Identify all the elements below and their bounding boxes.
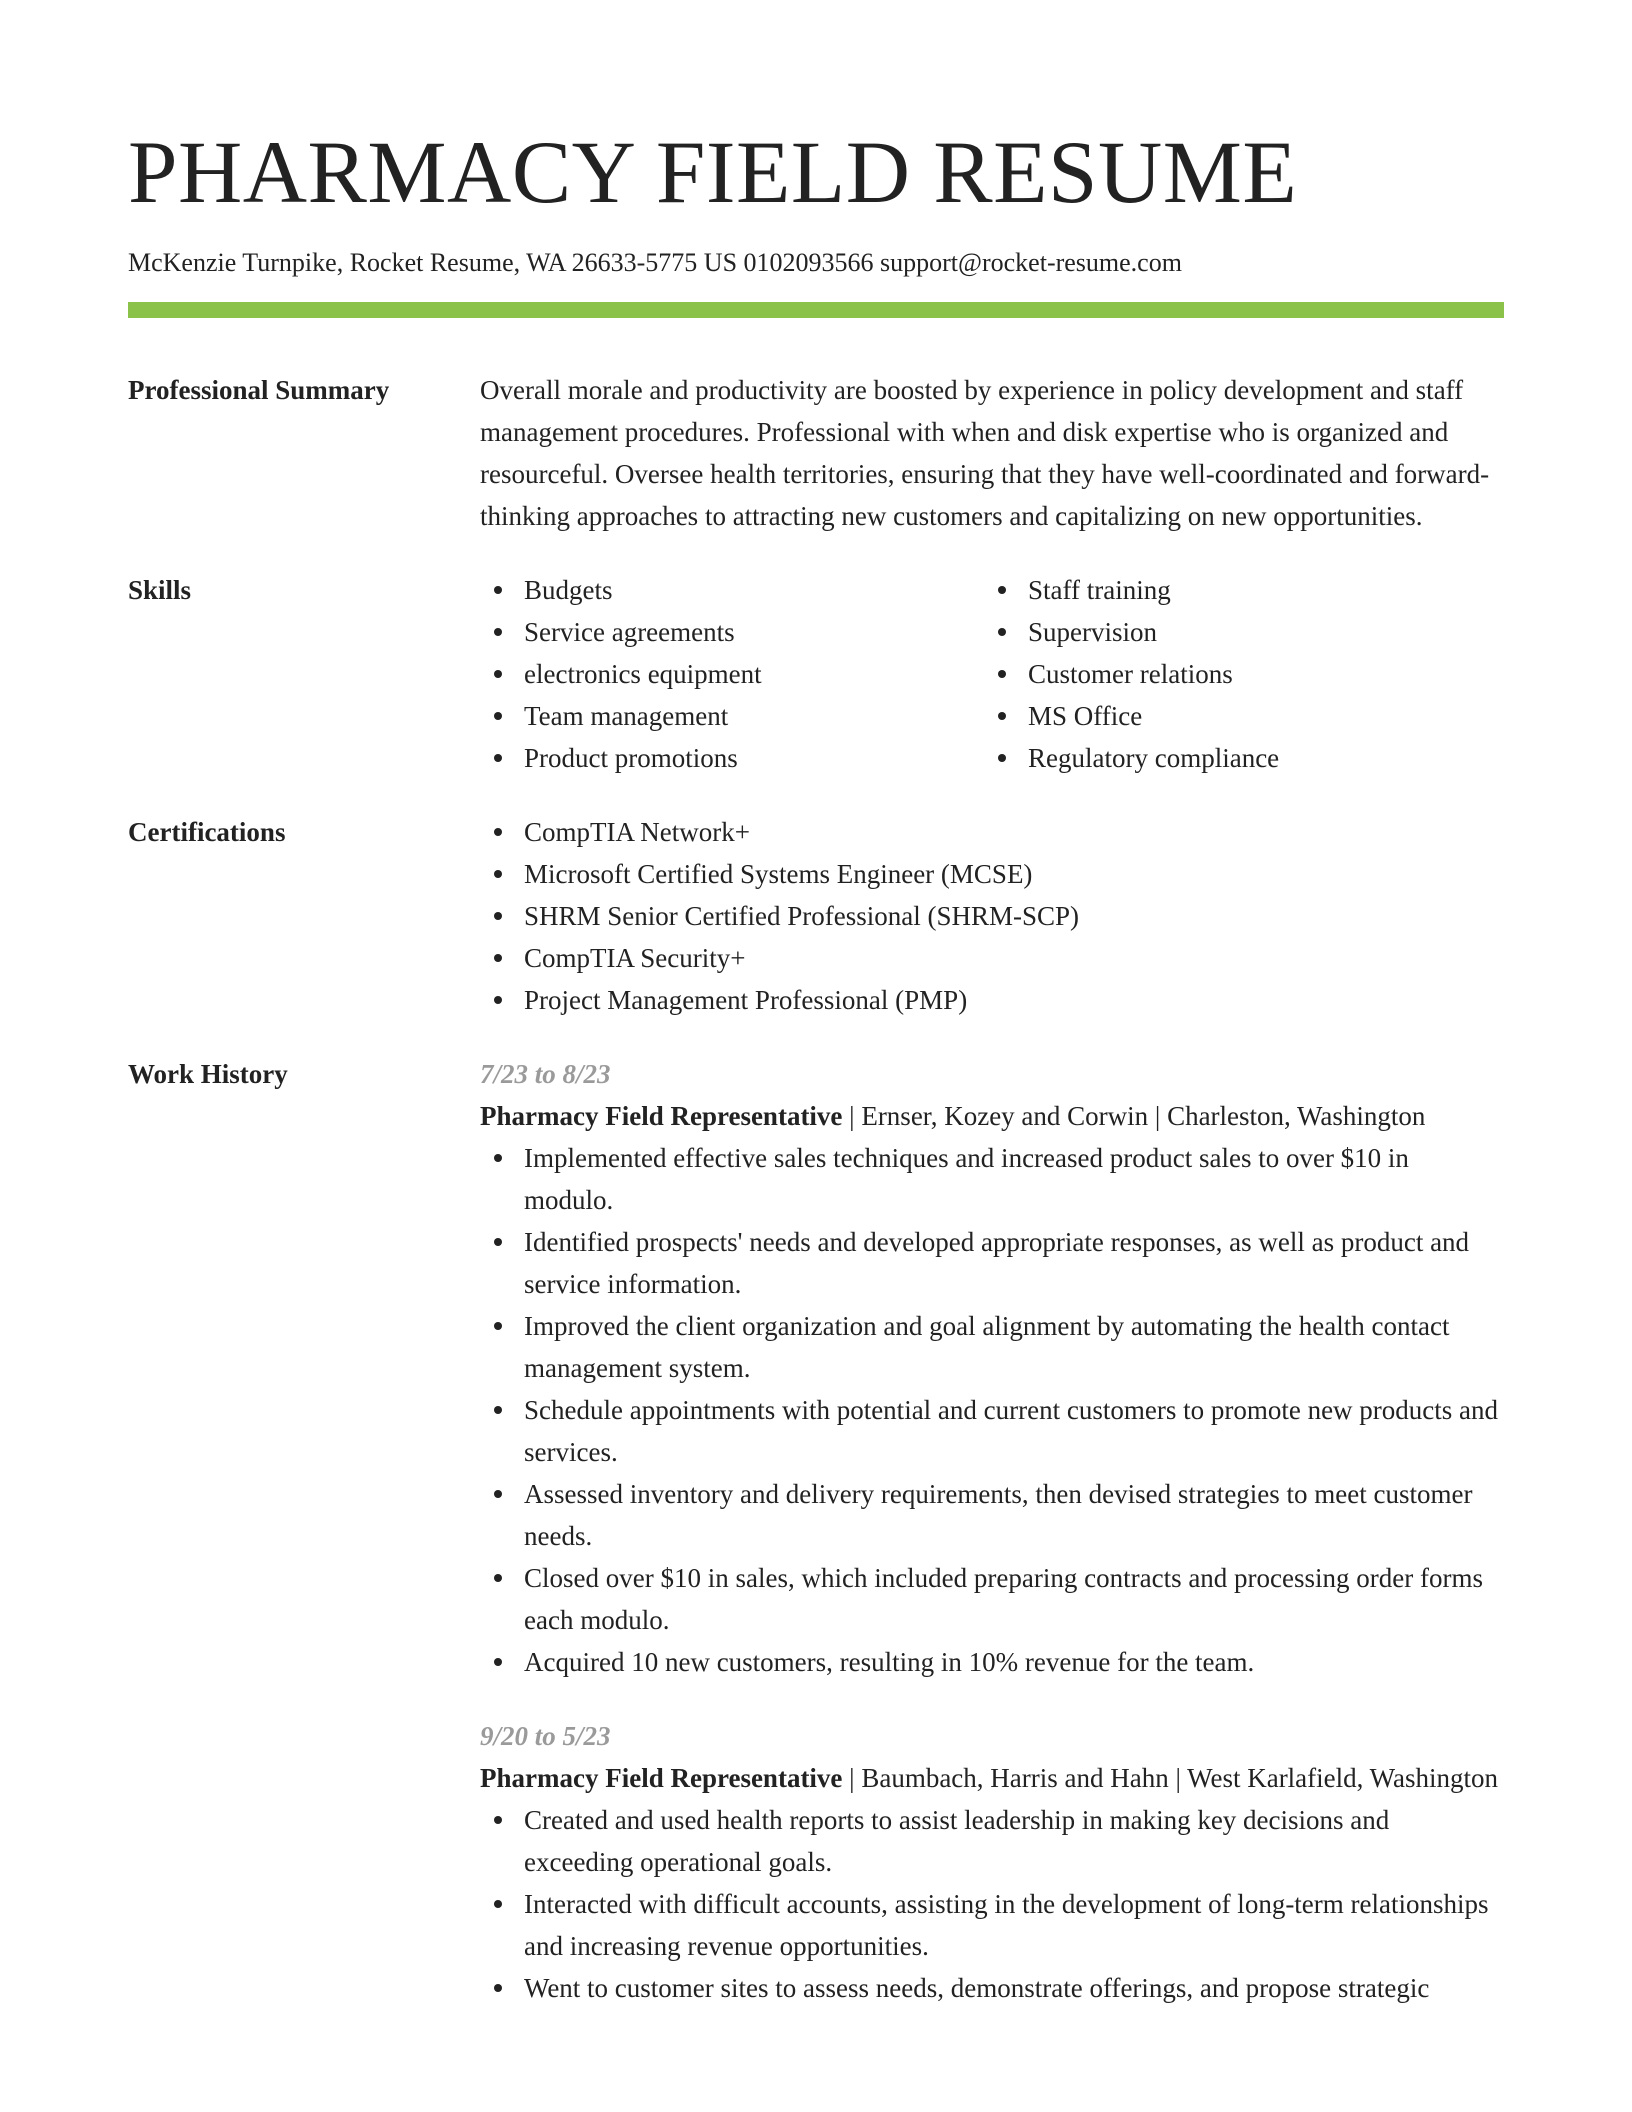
job-bullet: Implemented effective sales techniques and increased product sales to over $10 in modulo. <box>480 1137 1504 1221</box>
job-heading <box>480 1095 1504 1137</box>
job-title: Pharmacy Field Representative <box>480 1763 843 1793</box>
accent-divider <box>128 302 1504 318</box>
certification-item: CompTIA Security+ <box>480 937 1504 979</box>
skills-list-left <box>480 569 984 779</box>
job-bullet: Schedule appointments with potential and current customers to promote new products and services. <box>480 1389 1504 1473</box>
certification-item: Microsoft Certified Systems Engineer (MCSE) <box>480 853 1504 895</box>
skill-item: Product promotions <box>480 737 984 779</box>
job-bullet: Closed over $10 in sales, which included preparing contracts and processing order forms each modulo. <box>480 1557 1504 1641</box>
section-heading-work-history: Work History <box>128 1059 288 1089</box>
professional-summary-section <box>128 369 1504 537</box>
section-heading-certifications: Certifications <box>128 817 286 847</box>
skill-item: Budgets <box>480 569 984 611</box>
job-employer-location: | Ernser, Kozey and Corwin | Charleston, Washington <box>842 1101 1426 1131</box>
skill-item: Staff training <box>984 569 1488 611</box>
skill-item: Regulatory compliance <box>984 737 1488 779</box>
resume-page <box>128 118 1504 2009</box>
skill-item: Service agreements <box>480 611 984 653</box>
certification-item: CompTIA Network+ <box>480 811 1504 853</box>
summary-text: Overall morale and productivity are boosted by experience in policy development and staff management procedures. Professional with when and disk expertise who is organized and resourceful. Oversee health territories, ensuring that they have well-coordinated and forward-thinking approaches to attracting new customers and capitalizing on new opportunities. <box>480 375 1490 531</box>
certifications-list <box>480 811 1504 1021</box>
skills-section <box>128 569 1504 779</box>
job-entry <box>480 1715 1504 2009</box>
skill-item: MS Office <box>984 695 1488 737</box>
job-entry <box>480 1053 1504 1683</box>
skill-item: electronics equipment <box>480 653 984 695</box>
job-heading <box>480 1757 1504 1799</box>
section-heading-summary: Professional Summary <box>128 375 390 405</box>
resume-title: PHARMACY FIELD RESUME <box>128 124 1298 222</box>
job-employer-location: | Baumbach, Harris and Hahn | West Karlafield, Washington <box>842 1763 1498 1793</box>
skill-item: Team management <box>480 695 984 737</box>
job-bullet: Improved the client organization and goal alignment by automating the health contact management system. <box>480 1305 1504 1389</box>
job-bullet: Went to customer sites to assess needs, demonstrate offerings, and propose strategic <box>480 1967 1504 2009</box>
job-bullet: Created and used health reports to assist leadership in making key decisions and exceeding operational goals. <box>480 1799 1504 1883</box>
section-heading-skills: Skills <box>128 575 192 605</box>
skill-item: Supervision <box>984 611 1488 653</box>
job-bullets <box>480 1799 1504 2009</box>
job-bullet: Identified prospects' needs and developed appropriate responses, as well as product and service information. <box>480 1221 1504 1305</box>
certification-item: Project Management Professional (PMP) <box>480 979 1504 1021</box>
certification-item: SHRM Senior Certified Professional (SHRM-SCP) <box>480 895 1504 937</box>
contact-info: McKenzie Turnpike, Rocket Resume, WA 26633-5775 US 0102093566 support@rocket-resume.com <box>128 248 1182 277</box>
job-dates: 9/20 to 5/23 <box>480 1721 611 1751</box>
job-title: Pharmacy Field Representative <box>480 1101 843 1131</box>
work-history-section <box>128 1053 1504 2009</box>
job-bullet: Interacted with difficult accounts, assisting in the development of long-term relationships and increasing revenue opportunities. <box>480 1883 1504 1967</box>
job-bullet: Assessed inventory and delivery requirements, then devised strategies to meet customer needs. <box>480 1473 1504 1557</box>
job-dates: 7/23 to 8/23 <box>480 1059 611 1089</box>
job-bullets <box>480 1137 1504 1683</box>
skills-list-right <box>984 569 1488 779</box>
skill-item: Customer relations <box>984 653 1488 695</box>
job-bullet: Acquired 10 new customers, resulting in 10% revenue for the team. <box>480 1641 1504 1683</box>
certifications-section <box>128 811 1504 1021</box>
